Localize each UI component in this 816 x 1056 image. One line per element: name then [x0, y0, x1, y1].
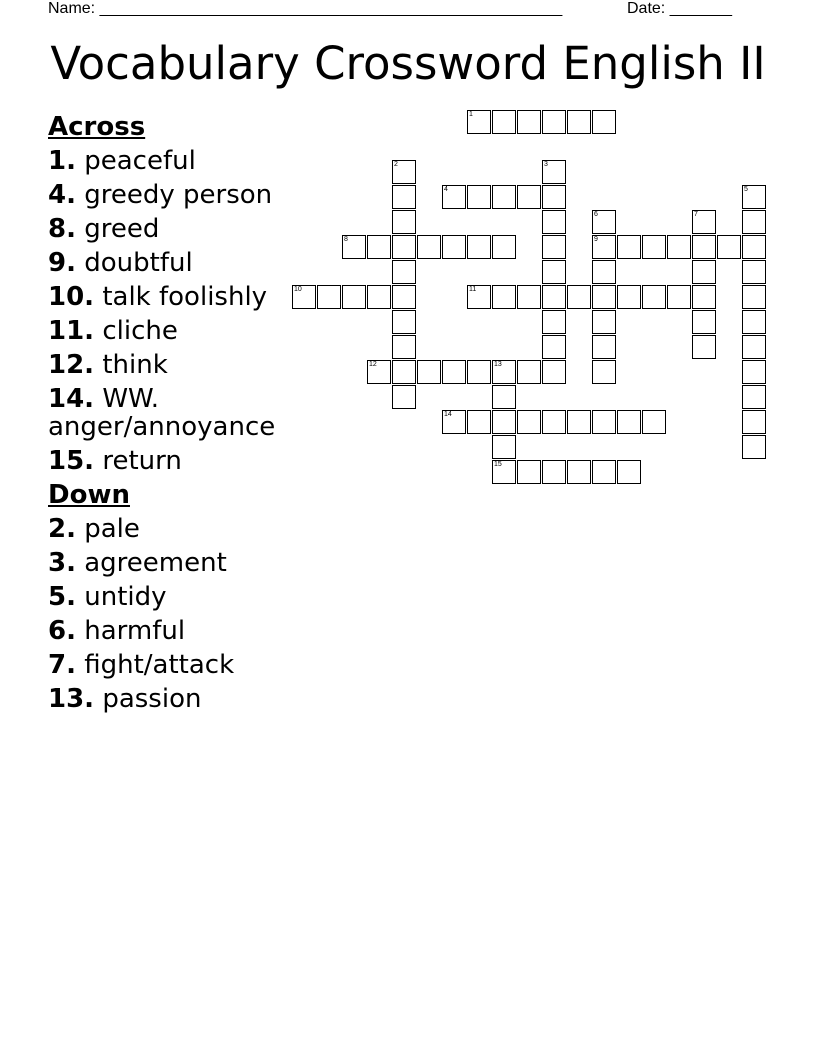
- crossword-cell[interactable]: [542, 210, 566, 234]
- crossword-cell[interactable]: [542, 360, 566, 384]
- clue-number: 7.: [48, 650, 76, 680]
- crossword-cell[interactable]: [392, 310, 416, 334]
- across-clue-8: [48, 215, 288, 243]
- down-clue-3: [48, 549, 288, 577]
- crossword-cell[interactable]: [392, 335, 416, 359]
- clue-number: 2.: [48, 514, 76, 544]
- page-title: Vocabulary Crossword English II: [50, 37, 766, 90]
- clue-text: cliche: [102, 316, 178, 346]
- crossword-cell[interactable]: [692, 210, 716, 234]
- crossword-cell[interactable]: [492, 185, 516, 209]
- crossword-cell[interactable]: [392, 260, 416, 284]
- across-clue-9: [48, 249, 288, 277]
- crossword-cell[interactable]: [367, 235, 391, 259]
- across-clue-12: [48, 351, 288, 379]
- crossword-cell[interactable]: [542, 460, 566, 484]
- crossword-cell[interactable]: [742, 210, 766, 234]
- crossword-cell[interactable]: [692, 285, 716, 309]
- crossword-cell[interactable]: [467, 110, 491, 134]
- crossword-cell[interactable]: [392, 160, 416, 184]
- down-heading: Down: [48, 480, 130, 510]
- crossword-cell[interactable]: [442, 360, 466, 384]
- crossword-cell[interactable]: [542, 410, 566, 434]
- cell-number: 7: [694, 211, 698, 218]
- cell-number: 5: [744, 186, 748, 193]
- crossword-cell[interactable]: [592, 285, 616, 309]
- crossword-cell[interactable]: [592, 210, 616, 234]
- crossword-cell[interactable]: [392, 385, 416, 409]
- crossword-cell[interactable]: [392, 285, 416, 309]
- clue-number: 8.: [48, 214, 76, 244]
- crossword-cell[interactable]: [442, 185, 466, 209]
- clue-number: 1.: [48, 146, 76, 176]
- crossword-cell[interactable]: [517, 110, 541, 134]
- clue-text: doubtful: [84, 248, 193, 278]
- cell-number: 13: [494, 361, 502, 368]
- crossword-cell[interactable]: [742, 310, 766, 334]
- crossword-cell[interactable]: [592, 360, 616, 384]
- crossword-cell[interactable]: [592, 260, 616, 284]
- clue-text: greed: [84, 214, 160, 244]
- clue-number: 4.: [48, 180, 76, 210]
- cell-number: 4: [444, 186, 448, 193]
- cell-number: 10: [294, 286, 302, 293]
- cell-number: 8: [344, 236, 348, 243]
- crossword-cell[interactable]: [492, 460, 516, 484]
- clue-text: fight/attack: [84, 650, 235, 680]
- clue-number: 9.: [48, 248, 76, 278]
- across-clue-14: [48, 385, 288, 441]
- crossword-cell[interactable]: [367, 360, 391, 384]
- crossword-cell[interactable]: [567, 285, 591, 309]
- crossword-cell[interactable]: [492, 285, 516, 309]
- crossword-cell[interactable]: [517, 185, 541, 209]
- crossword-cell[interactable]: [442, 235, 466, 259]
- down-clue-13: [48, 685, 288, 713]
- crossword-cell[interactable]: [742, 385, 766, 409]
- cell-number: 15: [494, 461, 502, 468]
- crossword-cell[interactable]: [742, 185, 766, 209]
- crossword-cell[interactable]: [542, 160, 566, 184]
- crossword-cell[interactable]: [567, 410, 591, 434]
- crossword-cell[interactable]: [742, 410, 766, 434]
- clue-text: return: [102, 446, 182, 476]
- clue-text: agreement: [84, 548, 227, 578]
- crossword-cell[interactable]: [492, 110, 516, 134]
- across-clue-11: [48, 317, 288, 345]
- crossword-cell[interactable]: [592, 335, 616, 359]
- crossword-cell[interactable]: [542, 310, 566, 334]
- clue-number: 11.: [48, 316, 95, 346]
- clue-list: [48, 113, 288, 719]
- clue-number: 13.: [48, 684, 95, 714]
- crossword-cell[interactable]: [592, 110, 616, 134]
- crossword-cell[interactable]: [617, 285, 641, 309]
- cell-number: 14: [444, 411, 452, 418]
- crossword-cell[interactable]: [292, 285, 316, 309]
- crossword-cell[interactable]: [692, 260, 716, 284]
- down-clue-6: [48, 617, 288, 645]
- crossword-cell[interactable]: [542, 260, 566, 284]
- clue-number: 5.: [48, 582, 76, 612]
- crossword-cell[interactable]: [642, 410, 666, 434]
- crossword-cell[interactable]: [592, 310, 616, 334]
- clue-text: harmful: [84, 616, 186, 646]
- crossword-cell[interactable]: [617, 235, 641, 259]
- crossword-cell[interactable]: [742, 235, 766, 259]
- clue-text: pale: [84, 514, 140, 544]
- crossword-cell[interactable]: [517, 410, 541, 434]
- down-clue-7: [48, 651, 288, 679]
- crossword-cell[interactable]: [467, 360, 491, 384]
- across-clue-4: [48, 181, 288, 209]
- crossword-cell[interactable]: [492, 435, 516, 459]
- crossword-cell[interactable]: [642, 235, 666, 259]
- cell-number: 2: [394, 161, 398, 168]
- crossword-cell[interactable]: [667, 235, 691, 259]
- crossword-cell[interactable]: [317, 285, 341, 309]
- clue-number: 3.: [48, 548, 76, 578]
- crossword-cell[interactable]: [542, 235, 566, 259]
- clue-number: 10.: [48, 282, 95, 312]
- crossword-cell[interactable]: [392, 185, 416, 209]
- crossword-cell[interactable]: [617, 460, 641, 484]
- crossword-cell[interactable]: [492, 360, 516, 384]
- across-clue-15: [48, 447, 288, 475]
- clue-number: 15.: [48, 446, 95, 476]
- crossword-cell[interactable]: [592, 235, 616, 259]
- crossword-cell[interactable]: [592, 460, 616, 484]
- crossword-cell[interactable]: [617, 410, 641, 434]
- crossword-cell[interactable]: [742, 435, 766, 459]
- crossword-cell[interactable]: [417, 360, 441, 384]
- crossword-cell[interactable]: [742, 260, 766, 284]
- crossword-cell[interactable]: [442, 410, 466, 434]
- crossword-cell[interactable]: [692, 310, 716, 334]
- name-line: Name: ____________________________________________________: [48, 0, 563, 17]
- cell-number: 6: [594, 211, 598, 218]
- cell-number: 9: [594, 236, 598, 243]
- crossword-cell[interactable]: [517, 460, 541, 484]
- cell-number: 11: [469, 286, 477, 293]
- crossword-cell[interactable]: [517, 360, 541, 384]
- date-line: Date: _______: [627, 0, 732, 17]
- crossword-cell[interactable]: [367, 285, 391, 309]
- crossword-cell[interactable]: [392, 360, 416, 384]
- crossword-cell[interactable]: [492, 235, 516, 259]
- down-clue-2: [48, 515, 288, 543]
- crossword-cell[interactable]: [667, 285, 691, 309]
- cell-number: 1: [469, 111, 473, 118]
- crossword-cell[interactable]: [692, 235, 716, 259]
- across-clue-10: [48, 283, 288, 311]
- crossword-cell[interactable]: [642, 285, 666, 309]
- crossword-cell[interactable]: [492, 385, 516, 409]
- crossword-cell[interactable]: [542, 185, 566, 209]
- crossword-cell[interactable]: [742, 335, 766, 359]
- across-heading: Across: [48, 112, 146, 142]
- crossword-cell[interactable]: [467, 285, 491, 309]
- crossword-cell[interactable]: [392, 210, 416, 234]
- crossword-cell[interactable]: [467, 235, 491, 259]
- cell-number: 12: [369, 361, 377, 368]
- crossword-cell[interactable]: [392, 235, 416, 259]
- down-clue-5: [48, 583, 288, 611]
- crossword-cell[interactable]: [542, 335, 566, 359]
- clue-number: 6.: [48, 616, 76, 646]
- crossword-cell[interactable]: [417, 235, 441, 259]
- clue-text: peaceful: [84, 146, 196, 176]
- crossword-cell[interactable]: [742, 360, 766, 384]
- crossword-cell[interactable]: [342, 235, 366, 259]
- across-clue-1: [48, 147, 288, 175]
- crossword-cell[interactable]: [742, 285, 766, 309]
- crossword-cell[interactable]: [467, 185, 491, 209]
- clue-number: 12.: [48, 350, 95, 380]
- crossword-cell[interactable]: [342, 285, 366, 309]
- crossword-cell[interactable]: [567, 110, 591, 134]
- crossword-cell[interactable]: [467, 410, 491, 434]
- clue-text: WW. anger/annoyance: [48, 384, 276, 442]
- crossword-cell[interactable]: [592, 410, 616, 434]
- clue-text: passion: [102, 684, 202, 714]
- cell-number: 3: [544, 161, 548, 168]
- crossword-cell[interactable]: [692, 335, 716, 359]
- crossword-cell[interactable]: [567, 460, 591, 484]
- crossword-cell[interactable]: [492, 410, 516, 434]
- clue-text: think: [102, 350, 168, 380]
- clue-text: talk foolishly: [102, 282, 268, 312]
- crossword-cell[interactable]: [517, 285, 541, 309]
- crossword-cell[interactable]: [717, 235, 741, 259]
- clue-number: 14.: [48, 384, 95, 414]
- clue-text: greedy person: [84, 180, 273, 210]
- clue-text: untidy: [84, 582, 167, 612]
- crossword-cell[interactable]: [542, 110, 566, 134]
- crossword-cell[interactable]: [542, 285, 566, 309]
